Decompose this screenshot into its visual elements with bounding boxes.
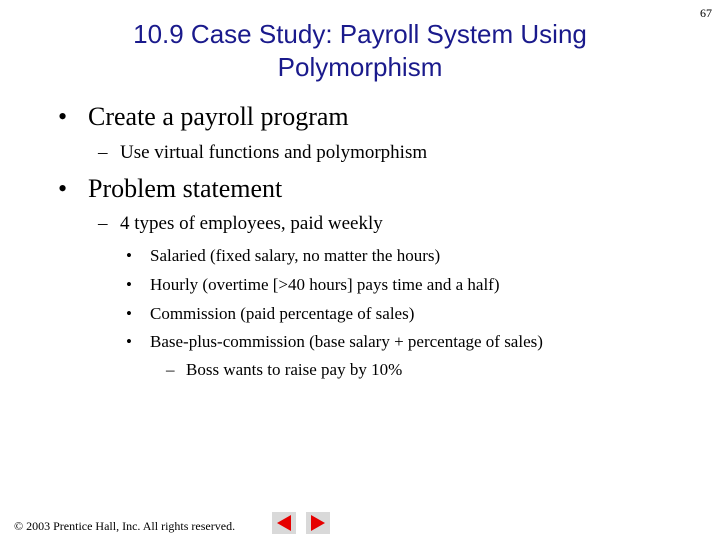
slide-title: 10.9 Case Study: Payroll System Using Polymorphism — [133, 19, 587, 82]
subitem-raise-pay — [166, 360, 402, 380]
dash-mark: – — [166, 360, 175, 379]
subbullet-employee-types — [98, 213, 383, 235]
bullet-mark: • — [58, 174, 68, 203]
bullet-mark: • — [126, 246, 132, 265]
bullet-mark: • — [126, 304, 132, 323]
dash-mark: – — [98, 142, 108, 163]
previous-slide-button[interactable] — [272, 512, 296, 534]
bullet-text: Boss wants to raise pay by 10% — [186, 360, 403, 379]
left-arrow-icon — [277, 515, 291, 531]
page-number: 67 — [700, 6, 712, 20]
bullet-text: Use virtual functions and polymorphism — [120, 142, 428, 163]
dash-mark: – — [98, 213, 108, 234]
bullet-mark: • — [126, 275, 132, 294]
right-arrow-icon — [311, 515, 325, 531]
subbullet-virtual-functions — [98, 142, 427, 164]
item-base-plus-commission — [126, 332, 543, 352]
next-slide-button[interactable] — [306, 512, 330, 534]
bullet-text: Create a payroll program — [88, 102, 349, 131]
bullet-create-payroll — [58, 102, 349, 132]
bullet-mark: • — [58, 102, 68, 131]
bullet-text: Salaried (fixed salary, no matter the hours) — [150, 246, 441, 265]
bullet-text: Base-plus-commission (base salary + percentage of sales) — [150, 332, 543, 351]
bullet-text: Commission (paid percentage of sales) — [150, 304, 415, 323]
bullet-mark: • — [126, 332, 132, 351]
item-salaried — [126, 246, 440, 266]
item-hourly — [126, 275, 500, 295]
bullet-text: Hourly (overtime [>40 hours] pays time and a half) — [150, 275, 500, 294]
bullet-problem-statement — [58, 174, 282, 204]
item-commission — [126, 304, 414, 324]
copyright-footer: © 2003 Prentice Hall, Inc. All rights reserved. — [14, 519, 236, 533]
bullet-text: 4 types of employees, paid weekly — [120, 213, 383, 234]
bullet-text: Problem statement — [88, 174, 283, 203]
